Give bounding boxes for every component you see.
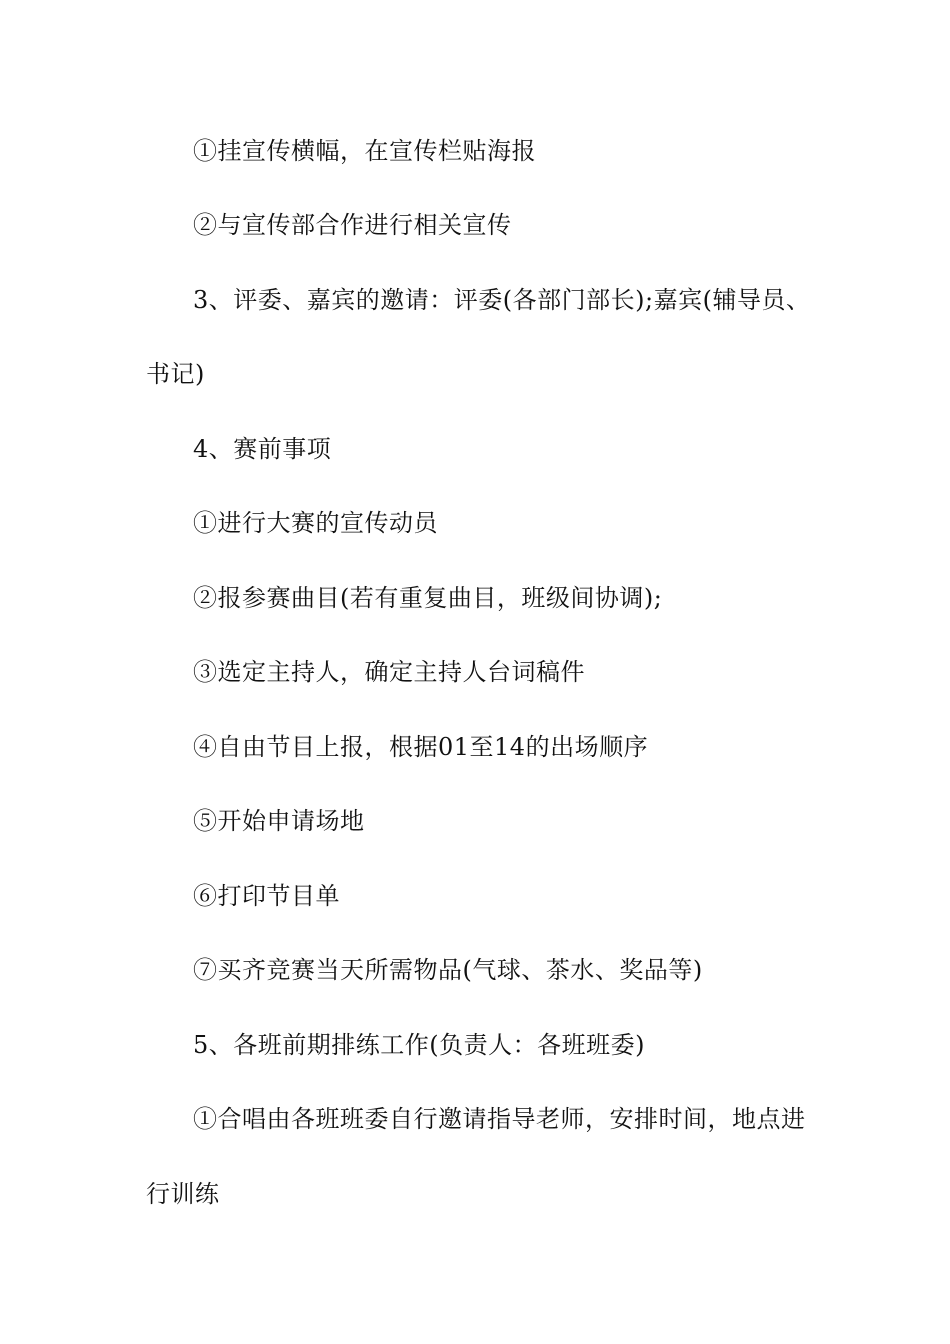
text-line: ④自由节目上报，根据01至14的出场顺序: [193, 733, 649, 761]
text-line: ②与宣传部合作进行相关宣传: [193, 211, 512, 239]
text-line: ①合唱由各班班委自行邀请指导老师，安排时间，地点进: [193, 1105, 806, 1133]
text-line: 行训练: [146, 1180, 220, 1208]
text-line: ②报参赛曲目(若有重复曲目，班级间协调);: [193, 584, 663, 612]
text-line: ⑤开始申请场地: [193, 807, 365, 835]
text-line: ⑥打印节目单: [193, 882, 340, 910]
text-line: ③选定主持人，确定主持人台词稿件: [193, 658, 585, 686]
text-line: 书记): [146, 360, 205, 388]
text-line: ①挂宣传横幅，在宣传栏贴海报: [193, 137, 536, 165]
text-line: 3、评委、嘉宾的邀请：评委(各部门部长);嘉宾(辅导员、: [193, 286, 811, 314]
text-line: ①进行大赛的宣传动员: [193, 509, 438, 537]
text-line: 4、赛前事项: [193, 435, 332, 463]
text-line: 5、各班前期排练工作(负责人：各班班委): [193, 1031, 645, 1059]
text-line: ⑦买齐竞赛当天所需物品(气球、茶水、奖品等): [193, 956, 703, 984]
